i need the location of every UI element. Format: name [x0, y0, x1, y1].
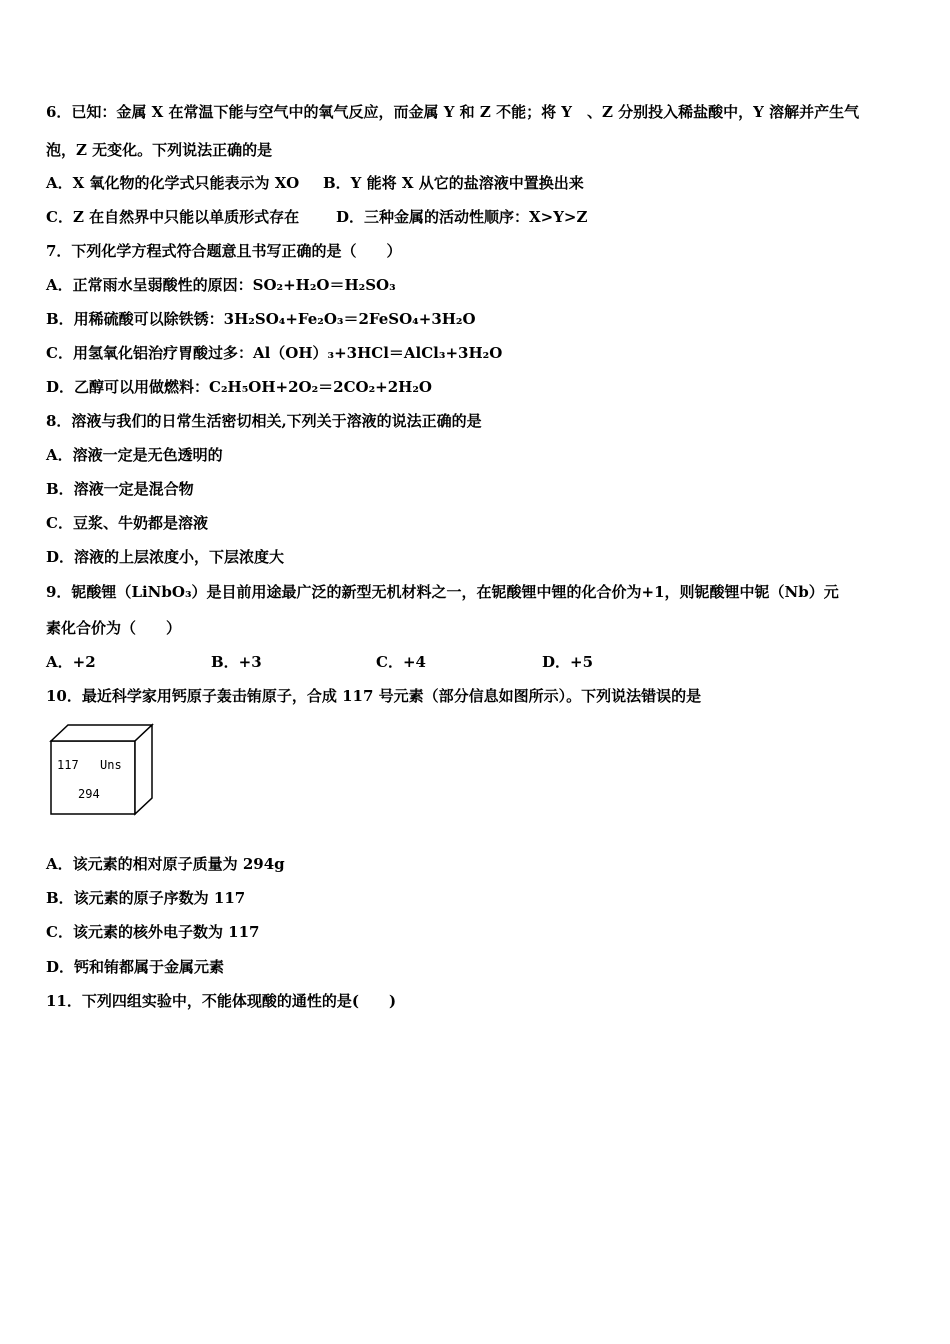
q6-option-d: D．三种金属的活动性顺序：X>Y>Z [336, 208, 588, 226]
element-atomic-number: 117 [57, 758, 79, 772]
q9-stem-line1: 9．铌酸锂（LiNbO₃）是目前用途最广泛的新型无机材料之一，在铌酸锂中锂的化合价为+1，则铌酸锂中铌（Nb）元 [46, 583, 839, 601]
q10-option-c: C．该元素的核外电子数为 117 [46, 923, 260, 941]
q6-option-b: B．Y 能将 X 从它的盐溶液中置换出来 [323, 174, 584, 192]
q6-option-c: C．Z 在自然界中只能以单质形式存在 [46, 208, 300, 226]
q10-option-b: B．该元素的原子序数为 117 [46, 889, 246, 907]
q10-stem: 10．最近科学家用钙原子轰击铕原子，合成 117 号元素（部分信息如图所示）。下列说法错误的是 [46, 687, 702, 705]
q8-option-b: B．溶液一定是混合物 [46, 480, 194, 498]
q9-option-d: D．+5 [542, 653, 594, 671]
q9-option-c: C．+4 [376, 653, 426, 671]
q7-stem: 7．下列化学方程式符合题意且书写正确的是（ ） [46, 242, 402, 260]
q8-option-d: D．溶液的上层浓度小，下层浓度大 [46, 548, 285, 566]
q9-stem-line2: 素化合价为（ ） [46, 619, 182, 637]
q7-option-c: C．用氢氧化铝治疗胃酸过多：Al（OH）₃+3HCl＝AlCl₃+3H₂O [46, 344, 503, 362]
q6-stem-line1: 6．已知：金属 X 在常温下能与空气中的氧气反应，而金属 Y 和 Z 不能；将 Y 、Z 分别投入稀盐酸中，Y 溶解并产生气 [46, 103, 860, 121]
q9-option-b: B．+3 [211, 653, 262, 671]
q6-stem-line2: 泡，Z 无变化。下列说法正确的是 [46, 141, 273, 159]
q6-option-a: A．X 氧化物的化学式只能表示为 XO [46, 174, 300, 192]
q11-stem: 11．下列四组实验中，不能体现酸的通性的是( ) [46, 992, 397, 1010]
element-mass: 294 [78, 787, 100, 801]
q7-option-d: D．乙醇可以用做燃料：C₂H₅OH+2O₂＝2CO₂+2H₂O [46, 378, 432, 396]
q8-option-a: A．溶液一定是无色透明的 [46, 446, 223, 464]
element-box-figure [48, 722, 158, 817]
q9-option-a: A．+2 [46, 653, 96, 671]
q8-option-c: C．豆浆、牛奶都是溶液 [46, 514, 208, 532]
q10-option-a: A．该元素的相对原子质量为 294g [46, 855, 285, 873]
q7-option-a: A．正常雨水呈弱酸性的原因：SO₂+H₂O＝H₂SO₃ [46, 276, 396, 294]
element-symbol: Uns [100, 758, 122, 772]
q10-option-d: D．钙和铕都属于金属元素 [46, 958, 225, 976]
q7-option-b: B．用稀硫酸可以除铁锈：3H₂SO₄+Fe₂O₃＝2FeSO₄+3H₂O [46, 310, 476, 328]
q8-stem: 8．溶液与我们的日常生活密切相关,下列关于溶液的说法正确的是 [46, 412, 482, 430]
